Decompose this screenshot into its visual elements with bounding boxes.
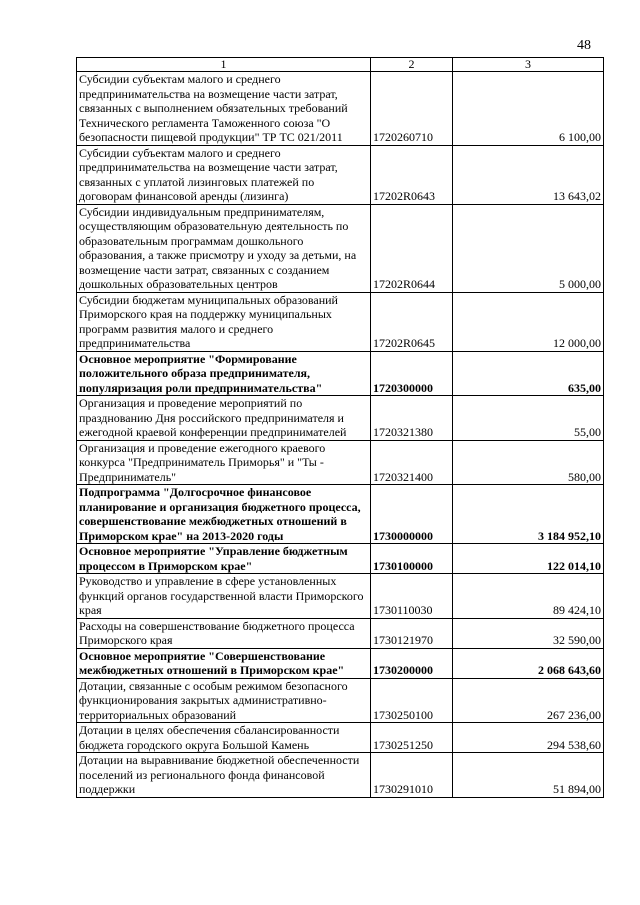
row-amount-cell: 580,00 (453, 440, 604, 485)
row-amount-cell: 122 014,10 (453, 544, 604, 574)
table-row (77, 574, 604, 619)
row-code-cell: 1730121970 (371, 618, 453, 648)
row-code-cell: 1720321400 (371, 440, 453, 485)
row-amount-cell: 32 590,00 (453, 618, 604, 648)
header-col-2: 2 (371, 58, 453, 72)
table-row (77, 485, 604, 544)
row-amount-cell: 51 894,00 (453, 753, 604, 798)
budget-table (76, 57, 604, 798)
row-name-cell: Дотации на выравнивание бюджетной обеспеченности поселений из регионального фонда финансовой поддержки (77, 753, 371, 798)
table-row (77, 544, 604, 574)
table-header-row (77, 58, 604, 72)
row-code-cell: 17202R0644 (371, 204, 453, 292)
row-amount-cell: 635,00 (453, 351, 604, 396)
table-row (77, 396, 604, 441)
table-row (77, 72, 604, 146)
row-name-cell: Субсидии субъектам малого и среднего предпринимательства на возмещение части затрат, связанных с выполнением обязательных требований Технического регламента Таможенного союза "О безопасности пищевой продукции" ТР ТС 021/2011 (77, 72, 371, 146)
table-row (77, 753, 604, 798)
row-code-cell: 17202R0645 (371, 292, 453, 351)
row-amount-cell: 294 538,60 (453, 723, 604, 753)
row-code-cell: 1730100000 (371, 544, 453, 574)
row-name-cell: Руководство и управление в сфере установленных функций органов государственной власти Приморского края (77, 574, 371, 619)
table-row (77, 145, 604, 204)
row-amount-cell: 3 184 952,10 (453, 485, 604, 544)
row-amount-cell: 55,00 (453, 396, 604, 441)
row-amount-cell: 12 000,00 (453, 292, 604, 351)
table-row (77, 618, 604, 648)
table-row (77, 351, 604, 396)
table-row (77, 678, 604, 723)
row-code-cell: 1730110030 (371, 574, 453, 619)
header-col-3: 3 (453, 58, 604, 72)
table-body (77, 72, 604, 798)
page-number: 48 (577, 38, 591, 53)
row-code-cell: 1730250100 (371, 678, 453, 723)
row-name-cell: Основное мероприятие "Формирование положительного образа предпринимателя, популяризация роли предпринимательства" (77, 351, 371, 396)
row-code-cell: 1730251250 (371, 723, 453, 753)
table-row (77, 648, 604, 678)
table-row (77, 723, 604, 753)
row-code-cell: 1730200000 (371, 648, 453, 678)
header-col-1: 1 (77, 58, 371, 72)
table-row (77, 292, 604, 351)
row-name-cell: Организация и проведение мероприятий по празднованию Дня российского предпринимателя и ежегодной краевой конференции предпринимателей (77, 396, 371, 441)
table-row (77, 440, 604, 485)
row-name-cell: Основное мероприятие "Совершенствование межбюджетных отношений в Приморском крае" (77, 648, 371, 678)
row-amount-cell: 89 424,10 (453, 574, 604, 619)
row-amount-cell: 2 068 643,60 (453, 648, 604, 678)
row-code-cell: 1720321380 (371, 396, 453, 441)
row-code-cell: 1720300000 (371, 351, 453, 396)
row-code-cell: 1730000000 (371, 485, 453, 544)
row-name-cell: Субсидии бюджетам муниципальных образований Приморского края на поддержку муниципальных программ развития малого и среднего предпринимательства (77, 292, 371, 351)
row-code-cell: 17202R0643 (371, 145, 453, 204)
row-name-cell: Организация и проведение ежегодного краевого конкурса "Предприниматель Приморья" и "Ты - Предприниматель" (77, 440, 371, 485)
row-name-cell: Дотации в целях обеспечения сбалансированности бюджета городского округа Большой Камень (77, 723, 371, 753)
row-name-cell: Субсидии субъектам малого и среднего предпринимательства на возмещение части затрат, связанных с уплатой лизинговых платежей по договорам финансовой аренды (лизинга) (77, 145, 371, 204)
row-name-cell: Основное мероприятие "Управление бюджетным процессом в Приморском крае" (77, 544, 371, 574)
row-amount-cell: 267 236,00 (453, 678, 604, 723)
table-row (77, 204, 604, 292)
row-name-cell: Расходы на совершенствование бюджетного процесса Приморского края (77, 618, 371, 648)
row-name-cell: Субсидии индивидуальным предпринимателям, осуществляющим образовательную деятельность по образовательным программам дошкольного образования, а также присмотру и уходу за детьми, на возмещение части затрат, связанных с созданием дошкольных образовательных центров (77, 204, 371, 292)
row-amount-cell: 5 000,00 (453, 204, 604, 292)
row-name-cell: Подпрограмма "Долгосрочное финансовое планирование и организация бюджетного процесса, совершенствование межбюджетных отношений в Приморском крае" на 2013-2020 годы (77, 485, 371, 544)
row-code-cell: 1730291010 (371, 753, 453, 798)
row-code-cell: 1720260710 (371, 72, 453, 146)
row-amount-cell: 6 100,00 (453, 72, 604, 146)
row-name-cell: Дотации, связанные с особым режимом безопасного функционирования закрытых административно-территориальных образований (77, 678, 371, 723)
row-amount-cell: 13 643,02 (453, 145, 604, 204)
